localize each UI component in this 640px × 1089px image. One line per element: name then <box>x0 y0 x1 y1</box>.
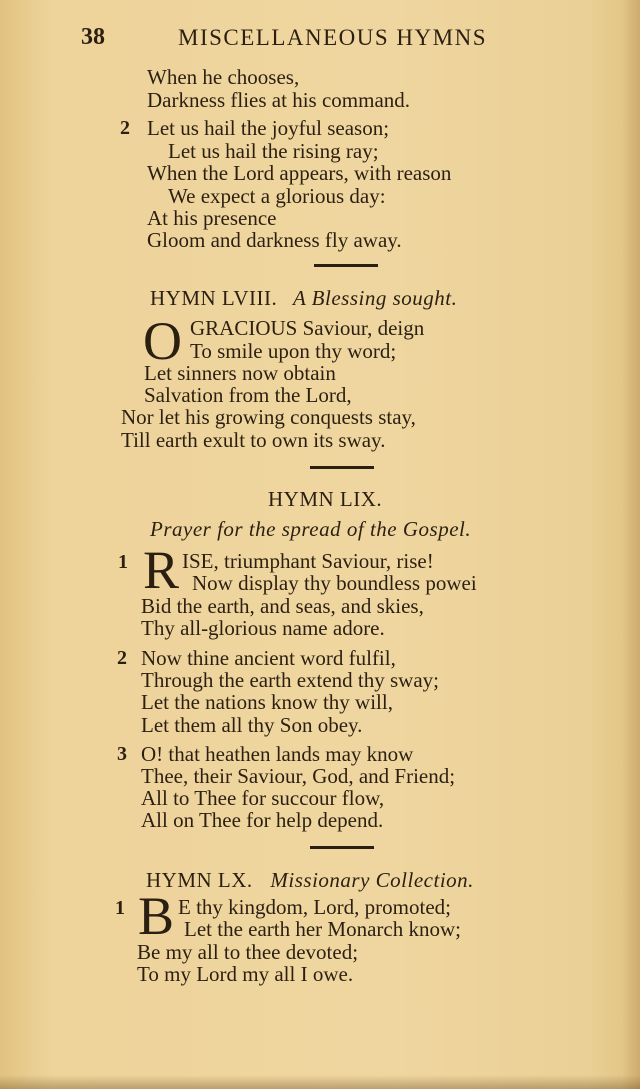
verse-number: 1 <box>118 551 128 573</box>
hymn-title <box>150 286 457 311</box>
verse-line: To smile upon thy word; <box>190 339 397 363</box>
verse-number: 2 <box>117 647 127 669</box>
verse-line: Now thine ancient word fulfil, <box>141 646 396 670</box>
verse-line: Let us hail the joyful season; <box>147 116 390 140</box>
running-header: MISCELLANEOUS HYMNS <box>178 25 487 50</box>
verse-line: Till earth exult to own its sway. <box>121 428 386 452</box>
drop-cap: O <box>143 311 182 371</box>
verse-line: Salvation from the Lord, <box>144 383 352 407</box>
drop-cap: B <box>138 886 175 946</box>
verse-line: GRACIOUS Saviour, deign <box>190 316 425 340</box>
verse-line: Let them all thy Son obey. <box>141 713 363 737</box>
verse-line: Nor let his growing conquests stay, <box>121 405 416 429</box>
verse-line: Thy all-glorious name adore. <box>141 616 385 640</box>
hymn-title <box>146 868 474 893</box>
verse-number: 2 <box>120 117 130 139</box>
verse-line: Be my all to thee devoted; <box>137 940 359 964</box>
page-bottom-shadow <box>0 1075 640 1089</box>
verse-number: 1 <box>115 897 125 919</box>
verse-line: All on Thee for help depend. <box>141 808 384 832</box>
verse-line: Bid the earth, and seas, and skies, <box>141 594 424 618</box>
section-divider <box>310 466 374 469</box>
verse-line: When the Lord appears, with reason <box>147 161 452 185</box>
hymn-number: HYMN LX. <box>146 868 253 892</box>
page-number: 38 <box>81 24 105 50</box>
verse-line: Darkness flies at his command. <box>147 88 411 112</box>
verse-line: Through the earth extend thy sway; <box>141 668 439 692</box>
verse-line: All to Thee for succour flow, <box>141 786 385 810</box>
verse-line: Thee, their Saviour, God, and Friend; <box>141 764 456 788</box>
verse-line: At his presence <box>147 206 277 230</box>
verse-line: O! that heathen lands may know <box>141 742 414 766</box>
section-divider <box>310 846 374 849</box>
verse-line: To my Lord my all I owe. <box>137 962 354 986</box>
hymn-subtitle: Prayer for the spread of the Gospel. <box>150 517 472 541</box>
drop-cap: R <box>143 540 180 600</box>
verse-line: Let us hail the rising ray; <box>168 139 379 163</box>
verse-number: 3 <box>117 743 127 765</box>
verse-line: Let sinners now obtain <box>144 361 336 385</box>
hymn-number: HYMN LIX. <box>268 487 383 511</box>
section-divider <box>314 264 378 267</box>
hymn-number: HYMN LVIII. <box>150 286 278 310</box>
verse-line: Let the earth her Monarch know; <box>184 917 461 941</box>
verse-line: Gloom and darkness fly away. <box>147 228 402 252</box>
hymn-subtitle: Missionary Collection. <box>270 868 474 892</box>
page-edge-shadow <box>622 0 640 1089</box>
verse-line: Let the nations know thy will, <box>141 690 393 714</box>
verse-line: Now display thy boundless powei <box>192 571 477 595</box>
hymn-subtitle: A Blessing sought. <box>292 286 458 310</box>
verse-line: When he chooses, <box>147 65 300 89</box>
verse-line: E thy kingdom, Lord, promoted; <box>178 895 451 919</box>
verse-line: We expect a glorious day: <box>168 184 386 208</box>
verse-line: ISE, triumphant Saviour, rise! <box>182 549 434 573</box>
